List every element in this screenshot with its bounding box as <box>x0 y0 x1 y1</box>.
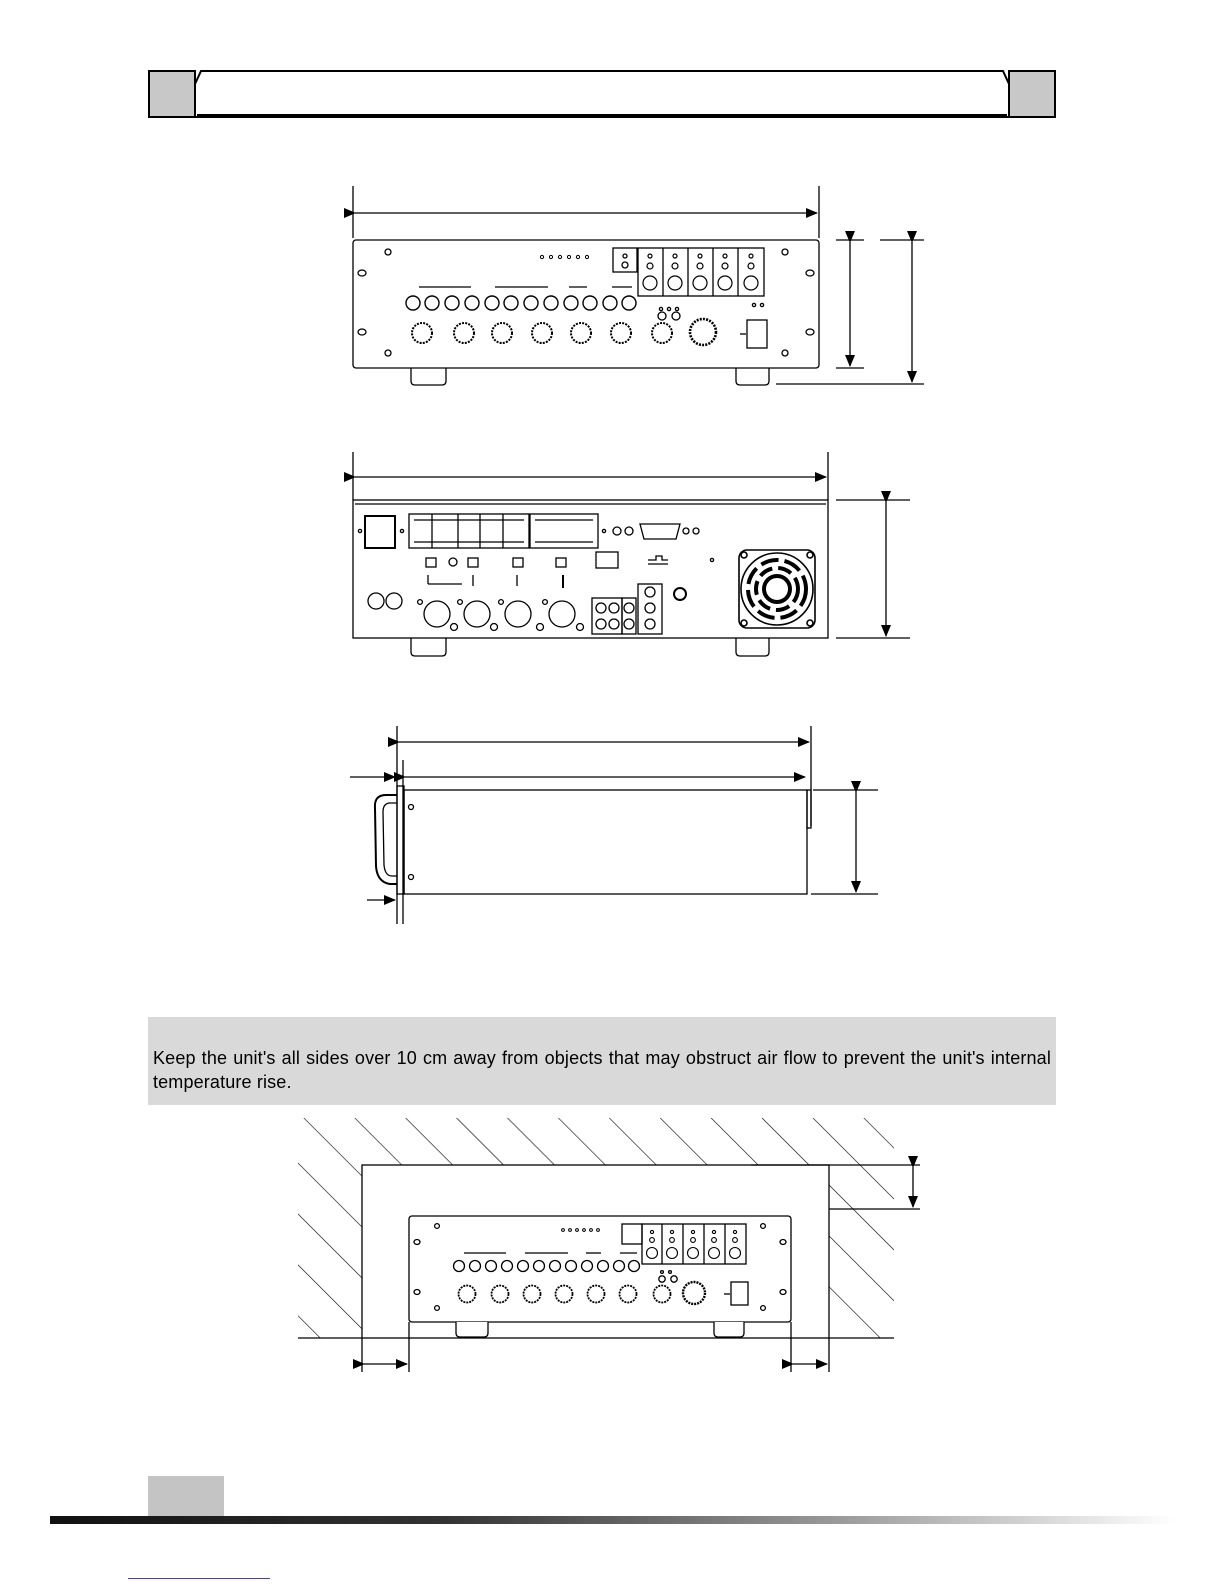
notice-text: Keep the unit's all sides over 10 cm away from objects that may obstruct air flow to prevent the unit's internal temperature rise. <box>153 1048 1051 1092</box>
bottom-link-underline <box>128 1578 270 1579</box>
installation-clearance-view <box>298 1118 920 1372</box>
front-view <box>353 186 924 385</box>
side-view <box>350 726 878 924</box>
page-number-tab <box>148 1476 224 1516</box>
rear-view <box>353 452 910 656</box>
footer-rule <box>50 1516 1175 1524</box>
